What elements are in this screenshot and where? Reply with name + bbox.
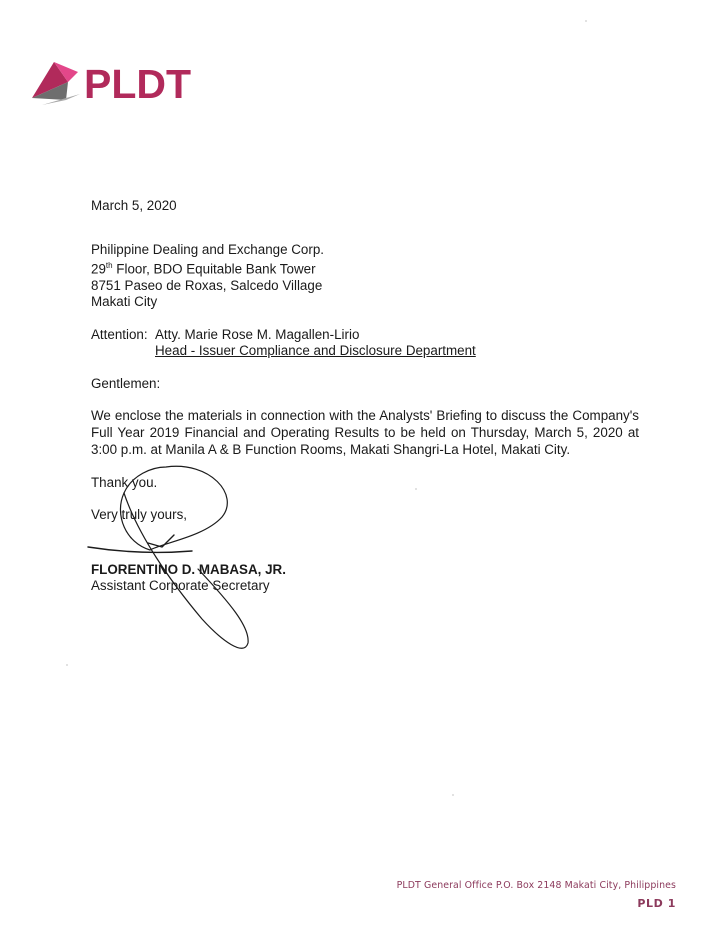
recipient-company: Philippine Dealing and Exchange Corp. xyxy=(91,241,325,257)
recipient-address xyxy=(91,242,639,311)
thanks-line: Thank you. xyxy=(91,474,158,490)
recipient-street: 8751 Paseo de Roxas, Salcedo Village xyxy=(91,277,323,293)
pldt-mark-icon xyxy=(30,58,210,108)
attention-body xyxy=(155,327,476,360)
pldt-wordmark: PLDT xyxy=(84,61,192,107)
attention-block xyxy=(91,327,639,360)
signatory-name: FLORENTINO D. MABASA, JR. xyxy=(91,561,286,577)
closing-line: Very truly yours, xyxy=(91,507,187,523)
recipient-floor xyxy=(91,258,639,278)
attention-title: Head - Issuer Compliance and Disclosure Department xyxy=(155,343,476,359)
scan-speck xyxy=(585,20,587,22)
letterhead-footer xyxy=(397,880,676,910)
letter xyxy=(91,198,639,595)
footer-document-code: PLD 1 xyxy=(637,897,676,910)
floor-number: 29 xyxy=(91,261,106,277)
letter-body: We enclose the materials in connection with the Analysts' Briefing to discuss the Company's Full Year 2019 Financial and Operating Results to be held on Thursday, March 5, 2020 at 3:00 p.m. at Manila A & B Function Rooms, Makati Shangri-La Hotel, Makati City. xyxy=(91,408,639,458)
attention-label: Attention: xyxy=(91,326,148,342)
pldt-logo xyxy=(30,58,210,108)
scan-speck xyxy=(415,488,417,490)
scan-speck xyxy=(452,794,454,796)
letter-date: March 5, 2020 xyxy=(91,198,177,213)
scan-speck xyxy=(66,664,68,666)
signatory-title: Assistant Corporate Secretary xyxy=(91,578,270,594)
floor-building: Floor, BDO Equitable Bank Tower xyxy=(112,261,316,277)
floor-suffix: th xyxy=(105,261,113,270)
attention-name: Atty. Marie Rose M. Magallen-Lirio xyxy=(155,326,360,342)
salutation: Gentlemen: xyxy=(91,375,161,391)
footer-address: PLDT General Office P.O. Box 2148 Makati City, Philippines xyxy=(396,880,676,891)
recipient-city: Makati City xyxy=(91,294,158,310)
